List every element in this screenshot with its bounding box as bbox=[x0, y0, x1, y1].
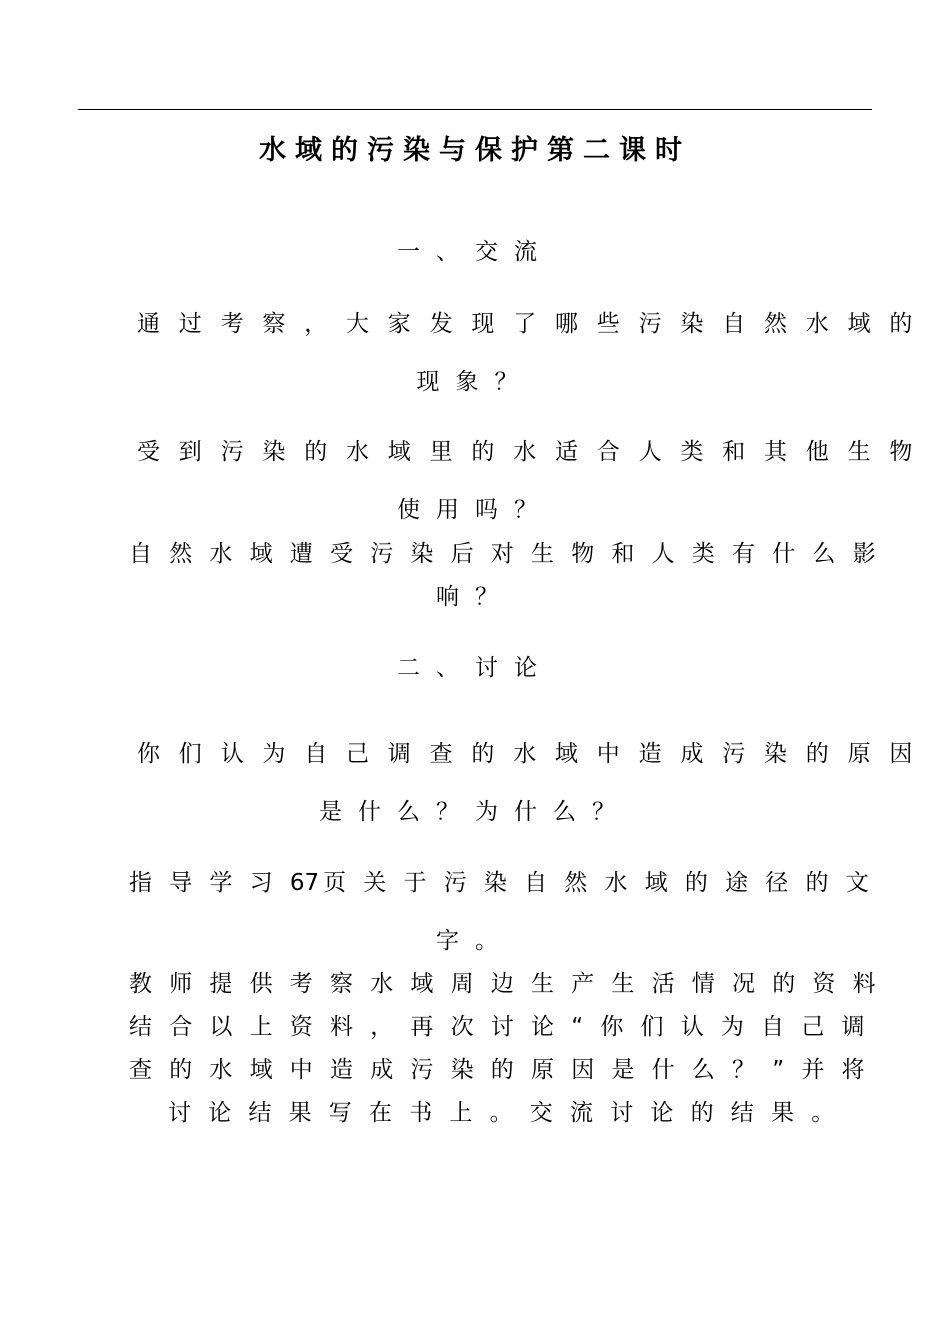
discussion-1-line-1: 你们认为自己调查的水域中造成污染的原因 bbox=[137, 741, 932, 767]
section-heading-discussion: 二、讨论 bbox=[397, 655, 553, 681]
discussion-3-line-3: 查的水域中造成污染的原因是什么？”并将 bbox=[129, 1057, 882, 1083]
question-2-line-2: 使用吗？ bbox=[397, 497, 553, 523]
discussion-2-line-2: 字。 bbox=[436, 928, 514, 954]
question-2-line-1: 受到污染的水域里的水适合人类和其他生物 bbox=[137, 439, 932, 465]
section-heading-exchange: 一、交流 bbox=[397, 239, 553, 265]
discussion-3-line-4: 讨论结果写在书上。交流讨论的结果。 bbox=[168, 1100, 852, 1126]
question-1-line-1: 通过考察，大家发现了哪些污染自然水域的 bbox=[137, 311, 932, 337]
header-rule bbox=[78, 109, 872, 110]
discussion-3-line-1: 教师提供考察水域周边生产生活情况的资料 bbox=[129, 971, 893, 997]
question-3-line-1: 自然水域遭受污染后对生物和人类有什么影 bbox=[129, 541, 893, 567]
document-title: 水域的污染与保护第二课时 bbox=[259, 135, 691, 166]
discussion-2-text-a: 指导学习 bbox=[129, 870, 290, 896]
discussion-2-text-b: 页关于污染自然水域的途径的文 bbox=[323, 870, 886, 896]
discussion-2-line-1 bbox=[129, 868, 886, 898]
discussion-1-line-2: 是什么？为什么？ bbox=[319, 799, 631, 825]
page-number: 67 bbox=[289, 870, 320, 896]
discussion-3-line-2: 结合以上资料，再次讨论“你们认为自己调 bbox=[129, 1014, 882, 1040]
question-3-line-2: 响？ bbox=[436, 584, 514, 610]
question-1-line-2: 现象？ bbox=[416, 369, 534, 395]
